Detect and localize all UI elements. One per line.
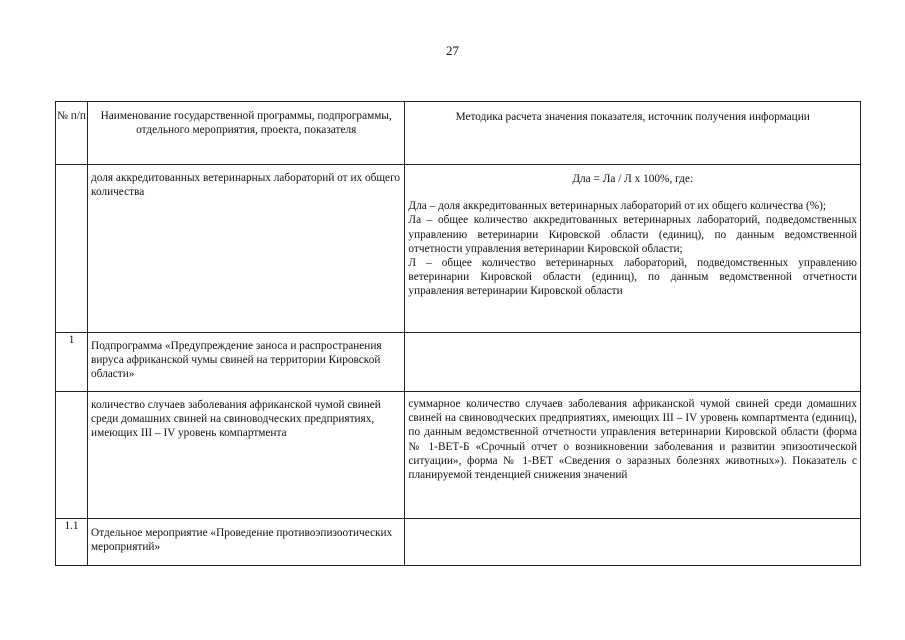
header-method: Методика расчета значения показателя, источник получения информации: [405, 102, 861, 165]
row-num: 1: [56, 333, 88, 392]
method-line: Ла – общее количество аккредитованных ветеринарных лабораторий, подведомственных управлению ветеринарии Кировской области (единиц), по данным ведомственной отчетности управления ветеринарии Кировской области;: [408, 214, 857, 255]
page-number: 27: [446, 43, 459, 58]
row-method: суммарное количество случаев заболевания африканской чумой свиней среди домашних свиней на свиноводческих предприятиях, имеющих III – IV уровень компартмента (единиц), по данным ведомственной отчетности управления ветеринарии Кировской области (форма № 1-ВЕТ-Б «Срочный отчет о возникновении заболевания и развитии эпизоотической ситуации», форма № 1-ВЕТ «Сведения о заразных болезнях животных»). Показатель с планируемой тенденцией снижения значений: [405, 392, 861, 519]
formula: Дла = Ла / Л х 100%, где:: [572, 173, 694, 185]
row-name: количество случаев заболевания африканской чумой свиней среди домашних свиней на свиноводческих предприятиях, имеющих III – IV уровень компартмента: [88, 392, 405, 519]
table-row: [56, 519, 861, 566]
row-name: Подпрограмма «Предупреждение заноса и распространения вируса африканской чумы свиней на территории Кировской области»: [88, 333, 405, 392]
row-num: [56, 165, 88, 333]
method-line: Л – общее количество ветеринарных лабораторий, подведомственных управлению ветеринарии Кировской области (единиц), по данным ведомственной отчетности управления ветеринарии Кировской области: [408, 257, 857, 298]
header-num: № п/п: [56, 102, 88, 165]
row-method: [405, 519, 861, 566]
table-row: [56, 165, 861, 333]
row-name: доля аккредитованных ветеринарных лабораторий от их общего количества: [88, 165, 405, 333]
row-name: Отдельное мероприятие «Проведение противоэпизоотических мероприятий»: [88, 519, 405, 566]
header-name: Наименование государственной программы, подпрограммы, отдельного мероприятия, проекта, показателя: [88, 102, 405, 165]
indicator-table: [55, 101, 861, 566]
row-method: [405, 333, 861, 392]
table-header-row: [56, 102, 861, 165]
row-num: 1.1: [56, 519, 88, 566]
row-method: [405, 165, 861, 333]
table-row: [56, 392, 861, 519]
method-line: Дла – доля аккредитованных ветеринарных лабораторий от их общего количества (%);: [408, 200, 827, 213]
row-num: [56, 392, 88, 519]
table-row: [56, 333, 861, 392]
